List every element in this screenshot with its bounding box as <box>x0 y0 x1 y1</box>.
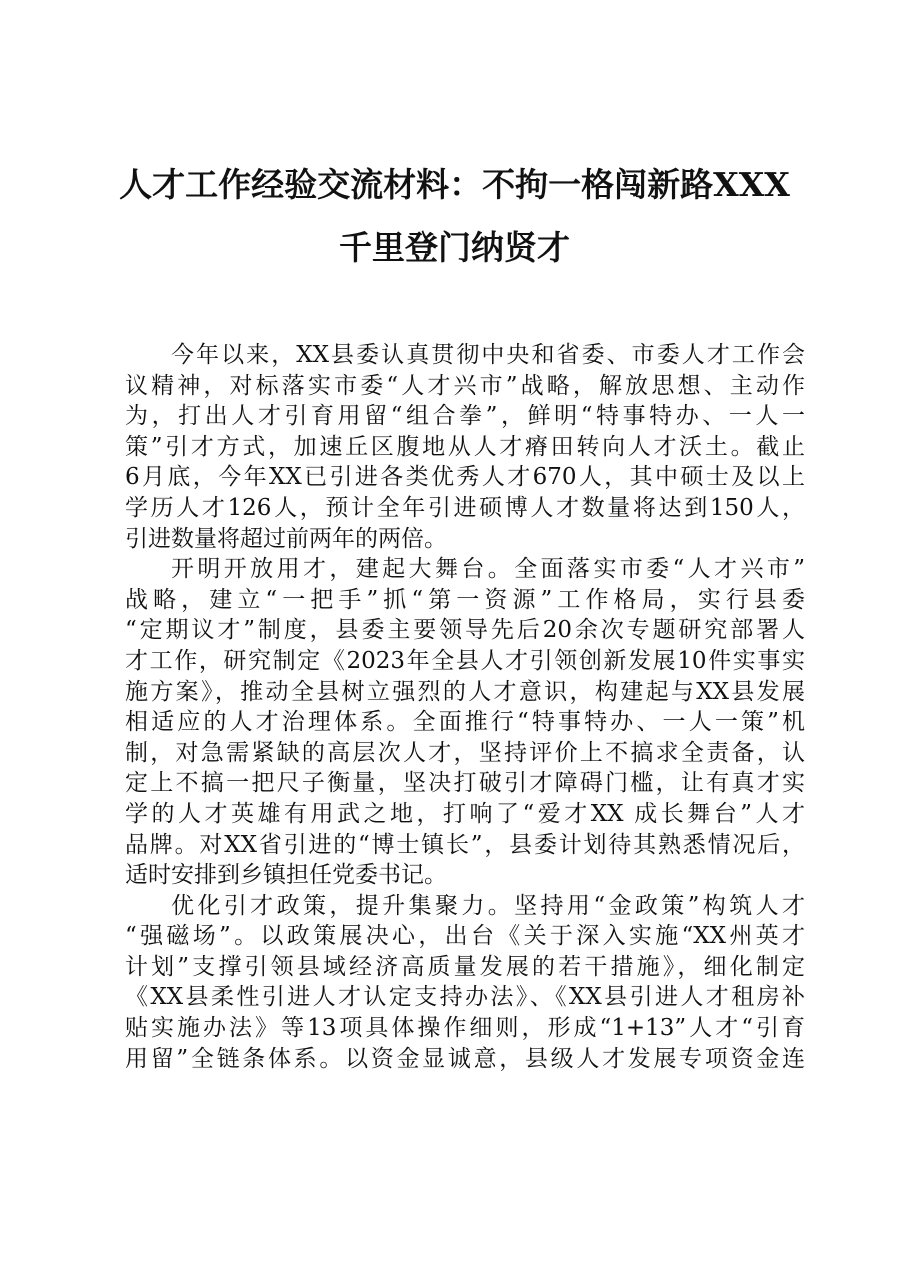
text-line: 策”引才方式，加速丘区腹地从人才瘠田转向人才沃土。截止 <box>125 433 805 460</box>
text-line: “定期议才”制度，县委主要领导先后20余次专题研究部署人 <box>125 617 805 644</box>
text-line: 优化引才政策，提升集聚力。坚持用“金政策”构筑人才 <box>171 892 805 919</box>
text-line: 议精神，对标落实市委“人才兴市”战略，解放思想、主动作 <box>125 372 805 399</box>
text-line: 学的人才英雄有用武之地，打响了“爱才XX 成长舞台”人才 <box>125 800 805 827</box>
paragraph-3 <box>125 891 805 1075</box>
text-line: 《XX县柔性引进人才认定支持办法》、《XX县引进人才租房补 <box>125 984 805 1011</box>
text-line: 计划”支撑引领县域经济高质量发展的若干措施》，细化制定 <box>125 953 805 980</box>
paragraph-1 <box>125 340 805 554</box>
text-line: 贴实施办法》等13项具体操作细则，形成“1+13”人才“引育 <box>125 1015 805 1042</box>
text-line: 相适应的人才治理体系。全面推行“特事特办、一人一策”机 <box>125 709 805 736</box>
text-line: 今年以来，XX县委认真贯彻中央和省委、市委人才工作会 <box>171 342 805 368</box>
text-line: 品牌。对XX省引进的“博士镇长”，县委计划待其熟悉情况后， <box>125 831 805 858</box>
text-line: 开明开放用才，建起大舞台。全面落实市委“人才兴市” <box>171 556 805 583</box>
paragraph-2 <box>125 554 805 891</box>
document-body <box>125 340 805 1074</box>
document-title-line-1: 人才工作经验交流材料：不拘一格闯新路XXX <box>119 165 790 204</box>
text-line: 为，打出人才引育用留“组合拳”，鲜明“特事特办、一人一 <box>125 403 805 430</box>
text-line: 战略，建立“一把手”抓“第一资源”工作格局，实行县委 <box>125 586 805 613</box>
text-line: “强磁场”。以政策展决心，出台《关于深入实施“XX州英才 <box>125 923 805 950</box>
text-line: 适时安排到乡镇担任党委书记。 <box>125 862 447 889</box>
document-title-line-2: 千里登门纳贤才 <box>339 228 570 267</box>
text-line: 用留”全链条体系。以资金显诚意，县级人才发展专项资金连 <box>125 1045 805 1072</box>
text-line: 制，对急需紧缺的高层次人才，坚持评价上不搞求全责备，认 <box>125 739 805 766</box>
text-line: 定上不搞一把尺子衡量，坚决打破引才障碍门槛，让有真才实 <box>125 770 805 797</box>
text-line: 施方案》，推动全县树立强烈的人才意识，构建起与XX县发展 <box>125 678 805 705</box>
text-line: 6月底，今年XX已引进各类优秀人才670人，其中硕士及以上 <box>125 464 805 491</box>
text-line: 引进数量将超过前两年的两倍。 <box>125 525 447 552</box>
text-line: 才工作，研究制定《2023年全县人才引领创新发展10件实事实 <box>125 647 805 674</box>
text-line: 学历人才126人，预计全年引进硕博人才数量将达到150人， <box>125 494 805 521</box>
